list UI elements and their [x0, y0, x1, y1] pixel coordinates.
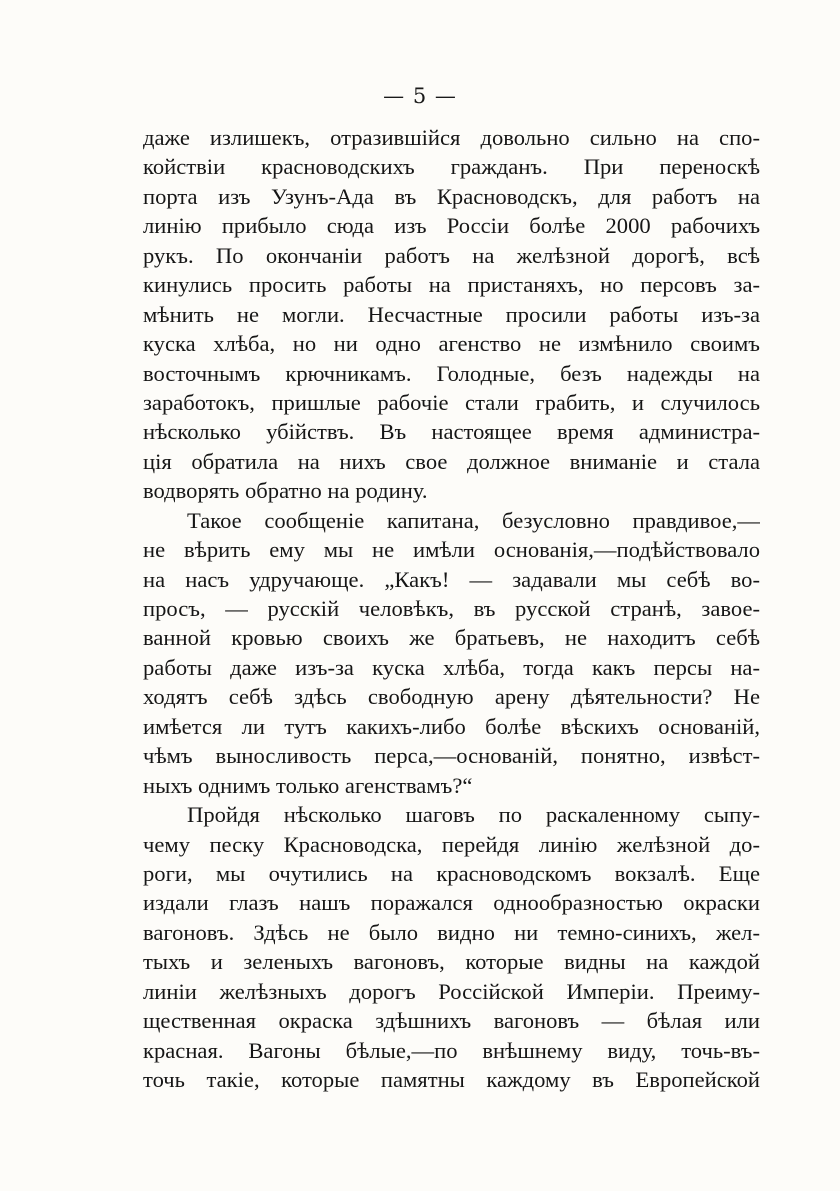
text-line: красная. Вагоны бѣлые,—по внѣшнему виду, точь-въ- [143, 1037, 760, 1063]
paragraph-end-line: водворять обратно на родину. [143, 478, 428, 504]
text-line: даже излишекъ, отразившійся довольно сильно на спо- [143, 125, 760, 150]
text-line: не вѣрить ему мы не имѣли основанія,—подѣйствовало [143, 537, 760, 563]
paragraph-start-line: Такое сообщеніе капитана, безусловно правдивое,— [187, 507, 760, 533]
text-line: рукъ. По окончаніи работъ на желѣзной дорогѣ, всѣ [143, 242, 760, 268]
text-line: ходятъ себѣ здѣсь свободную арену дѣятельности? Не [143, 684, 760, 710]
text-line: работы даже изъ-за куска хлѣба, тогда какъ персы на- [143, 654, 760, 680]
text-line: чему песку Красноводска, перейдя линію желѣзной до- [143, 831, 760, 857]
text-line: восточнымъ крючникамъ. Голодные, безъ надежды на [143, 360, 760, 386]
text-line: чѣмъ выносливость перса,—основаній, понятно, извѣст- [143, 743, 760, 769]
text-line: ванной кровью своихъ же братьевъ, не находитъ себѣ [143, 625, 760, 651]
text-line: куска хлѣба, но ни одно агенство не измѣнило своимъ [143, 331, 760, 357]
body-text [143, 123, 760, 1094]
text-line: заработокъ, пришлые рабочіе стали грабить, и случилось [143, 389, 760, 415]
text-line: точь такіе, которые памятны каждому въ Европейской [143, 1067, 760, 1092]
page-number: — 5 — [383, 84, 457, 108]
text-line: тыхъ и зеленыхъ вагоновъ, которые видны на каждой [143, 949, 760, 975]
text-line: койствіи красноводскихъ гражданъ. При переноскѣ [143, 154, 760, 180]
text-line: вагоновъ. Здѣсь не было видно ни темно-синихъ, жел- [143, 919, 760, 945]
text-line: роги, мы очутились на красноводскомъ вокзалѣ. Еще [143, 860, 760, 886]
text-line: щественная окраска здѣшнихъ вагоновъ — бѣлая или [143, 1008, 760, 1034]
paragraph-end-line: ныхъ однимъ только агенствамъ?“ [143, 772, 473, 798]
paragraph-start-line: Пройдя нѣсколько шаговъ по раскаленному сыпу- [187, 802, 760, 828]
text-line: линіи желѣзныхъ дорогъ Россійской Имперіи. Преиму- [143, 978, 760, 1004]
text-line: издали глазъ нашъ поражался однообразностью окраски [143, 890, 760, 916]
text-line: мѣнить не могли. Несчастные просили работы изъ-за [143, 301, 760, 327]
text-line: имѣется ли тутъ какихъ-либо болѣе вѣскихъ основаній, [143, 713, 760, 739]
text-line: на насъ удручающе. „Какъ! — задавали мы себѣ во- [143, 566, 760, 592]
text-line: ція обратила на нихъ свое должное вниманіе и стала [143, 448, 760, 474]
text-line: линію прибыло сюда изъ Россіи болѣе 2000 рабочихъ [143, 213, 760, 239]
text-line: кинулись просить работы на пристаняхъ, но персовъ за- [143, 272, 760, 298]
text-line: просъ, — русскій человѣкъ, въ русской странѣ, завое- [143, 596, 760, 621]
text-line: нѣсколько убійствъ. Въ настоящее время администра- [143, 419, 760, 445]
text-line: порта изъ Узунъ-Ада въ Красноводскъ, для работъ на [143, 183, 760, 209]
